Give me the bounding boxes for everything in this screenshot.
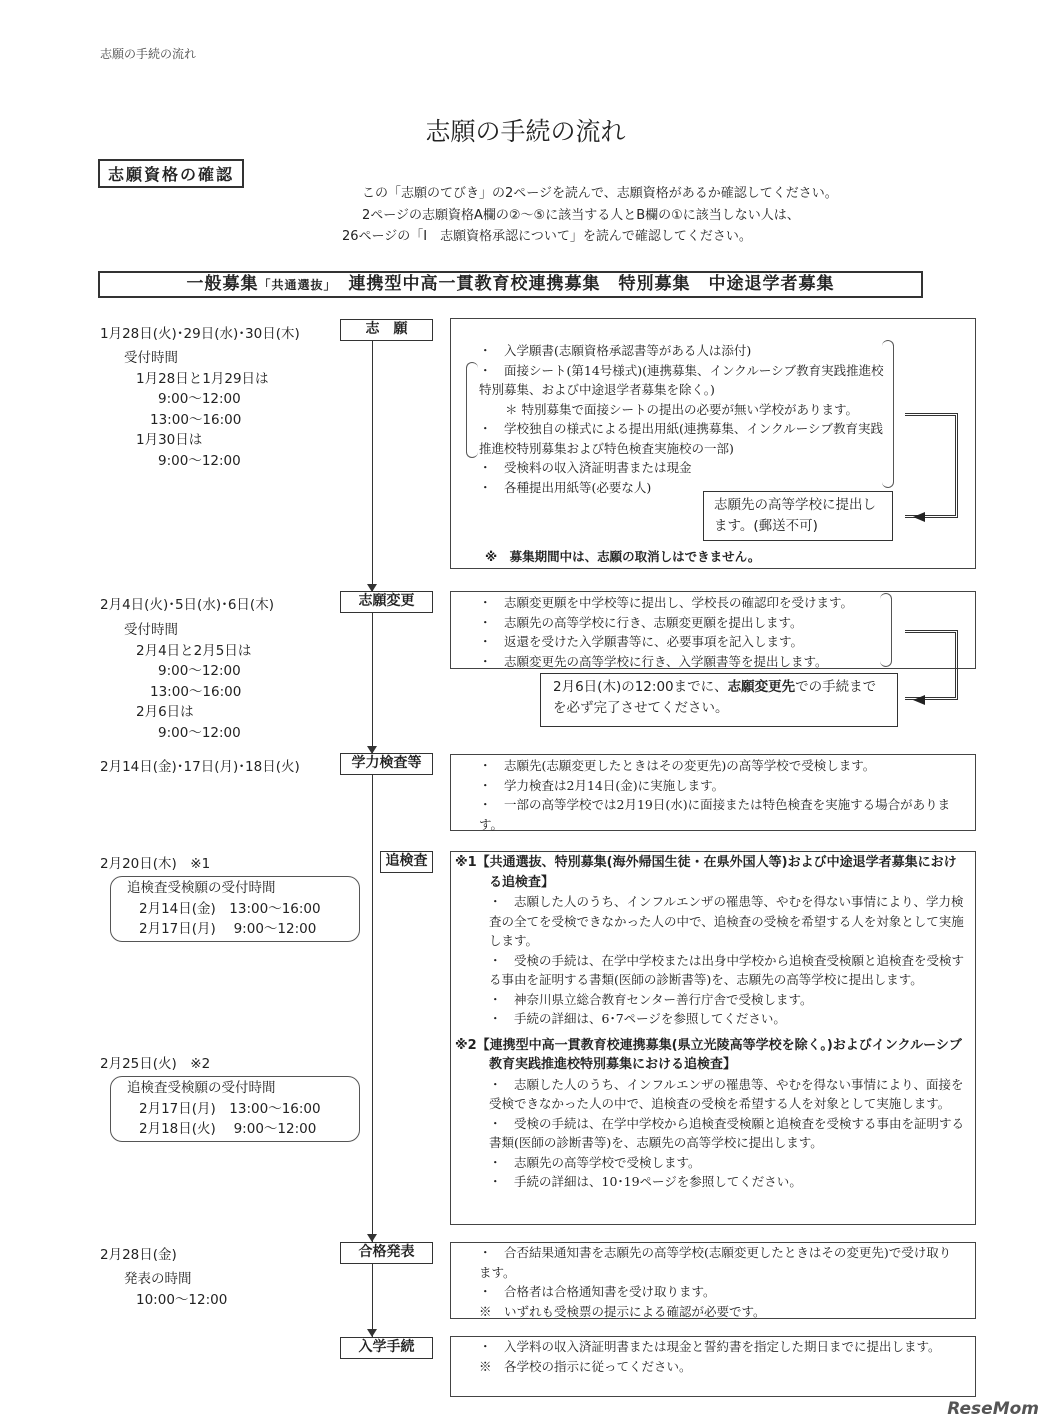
hours-line: 1月30日は [136, 432, 203, 448]
step6-details [450, 1336, 976, 1397]
banner-general: 一般募集 [186, 274, 259, 294]
item: ・ 一部の高等学校では2月19日(水)に面接または特色検査を実施する場合があります。 [479, 797, 951, 832]
running-header: 志願の手続の流れ [100, 47, 197, 61]
item: ・ 受検料の収入済証明書または現金 [479, 460, 692, 475]
item: ※ 各学校の指示に従ってください。 [479, 1358, 692, 1374]
hours-line: 13:00～16:00 [150, 683, 242, 700]
hours-label: 発表の時間 [124, 1271, 192, 1287]
note2-title: ※2【連携型中高一貫教育校連携募集(県立光陵高等学校を除く。)およびインクルーシブ教育実践推進校特別募集における追検査】 [455, 1037, 962, 1072]
callout-emphasis: 志願変更先 [727, 679, 796, 695]
arrow-down-icon [367, 1329, 377, 1337]
item: ・ 返還を受けた入学願書等に、必要事項を記入します。 [479, 634, 804, 649]
eligibility-line: この「志願のてびき」の2ページを読んで、志願資格があるか確認してください。 [362, 186, 838, 201]
item: ・ 各種提出用紙等(必要な人) [479, 479, 652, 495]
hours-line: 9:00～12:00 [158, 724, 241, 741]
step2-hours [100, 620, 251, 743]
step-label-makeup: 追検査 [380, 851, 433, 873]
makeup-hours-1 [110, 876, 360, 942]
step1-hours [100, 348, 269, 471]
hours-label: 追検査受検願の受付時間 [127, 1080, 276, 1096]
arrow-left-icon [913, 512, 925, 522]
hours-line: 1月28日と1月29日は [136, 370, 269, 387]
step-label-change: 志願変更 [340, 591, 433, 613]
banner-others: 連携型中高一貫教育校連携募集 特別募集 中途退学者募集 [348, 274, 835, 294]
hours-line: 13:00～16:00 [150, 411, 242, 428]
hours-line: 2月18日(火) 9:00～12:00 [139, 1121, 317, 1137]
step4-date2: 2月25日(火) ※2 [100, 1056, 211, 1072]
item: ・ 学力検査は2月14日(金)に実施します。 [479, 777, 725, 793]
page-title: 志願の手続の流れ [425, 117, 626, 146]
hours-line: 2月17日(月) 13:00～16:00 [139, 1100, 321, 1117]
eligibility-heading: 志願資格の確認 [98, 159, 244, 188]
bracket-right [882, 340, 894, 488]
eligibility-text [342, 183, 838, 248]
hours-label: 受付時間 [124, 622, 178, 638]
step3-date: 2月14日(金)･17日(月)･18日(火) [100, 759, 300, 775]
deadline-callout [540, 673, 898, 727]
callout-text: 2月6日(木)の12:00までに、 [553, 679, 728, 695]
step-label-application: 志 願 [340, 319, 433, 341]
step2-date: 2月4日(火)･5日(水)･6日(木) [100, 597, 274, 613]
item: ・ 受検の手続は、在学中学校から追検査受検願と追検査を受検する事由を証明する書類(医師の診断書等)を、志願先の高等学校に提出します。 [489, 1115, 965, 1150]
step2-details [450, 591, 976, 669]
item: ・ 受検の手続は、在学中学校または出身中学校から追検査受検願と追検査を受検する事由を証明する書類(医師の診断書等)を、志願先の高等学校に提出します。 [489, 952, 965, 987]
arrow-left-icon [913, 695, 925, 705]
timeline-line [372, 341, 373, 1341]
bracket-right [880, 593, 892, 667]
recruitment-types-banner [98, 271, 923, 298]
item: ・ 合否結果通知書を志願先の高等学校(志願変更したときはその変更先)で受け取ります。 [479, 1245, 952, 1280]
step-label-exam: 学力検査等 [340, 753, 433, 775]
item: ・ 志願変更願を中学校等に提出し、学校長の確認印を受けます。 [479, 595, 854, 610]
hours-line: 2月17日(月) 9:00～12:00 [139, 921, 317, 937]
item: ・ 合格者は合格通知書を受け取ります。 [479, 1284, 716, 1299]
item: ・ 面接シート(第14号様式)(連携募集、インクルーシブ教育実践推進校特別募集、および中途退学者募集を除く。) [479, 362, 884, 397]
item: ・ 入学願書(志願資格承認書等がある人は添付) [479, 343, 752, 358]
hours-label: 受付時間 [124, 350, 178, 366]
item: ・ 手続の詳細は、6･7ページを参照してください。 [489, 1011, 786, 1026]
step5-date: 2月28日(金) [100, 1247, 177, 1263]
hours-line: 10:00～12:00 [136, 1291, 228, 1308]
flow-arrow-line [905, 413, 958, 518]
banner-common: 「共通選抜」 [258, 278, 331, 292]
hours-line: 2月4日と2月5日は [136, 642, 252, 659]
item: ・ 志願先の高等学校に行き、志願変更願を提出します。 [479, 614, 803, 630]
step3-details [450, 754, 976, 831]
item: ・ 志願先(志願変更したときはその変更先)の高等学校で受検します。 [479, 758, 876, 773]
bracket-left [466, 362, 478, 458]
flow-arrow-line [905, 630, 958, 700]
arrow-down-icon [367, 1234, 377, 1242]
item: ・ 手続の詳細は、10･19ページを参照してください。 [489, 1174, 802, 1189]
callout-text: での手続までを必ず完了させてください。 [553, 679, 877, 716]
hours-label: 追検査受検願の受付時間 [127, 880, 276, 896]
step-label-enrollment: 入学手続 [340, 1337, 433, 1359]
eligibility-line: 2ページの志願資格A欄の②～⑤に該当する人とB欄の①に該当しない人は、 [362, 207, 800, 223]
makeup-hours-2 [110, 1076, 360, 1142]
hours-line: 9:00～12:00 [158, 663, 241, 679]
item-note: ＊ 特別募集で面接シートの提出の必要が無い学校があります。 [505, 401, 858, 417]
step5-hours [100, 1269, 227, 1310]
step4-details [450, 851, 976, 1225]
item: ・ 志願した人のうち、インフルエンザの罹患等、やむを得ない事情により、学力検査の全てを受検できなかった人の中で、追検査の受検を希望する人を対象として実施します。 [489, 894, 964, 948]
eligibility-line: 26ページの「Ⅰ 志願資格承認について」を読んで確認してください。 [342, 229, 752, 244]
item: ・ 学校独自の様式による提出用紙(連携募集、インクルーシブ教育実践推進校特別募集および特色検査実施校の一部) [479, 421, 884, 456]
hours-line: 2月6日は [136, 704, 194, 720]
note1-title: ※1【共通選抜、特別募集(海外帰国生徒・在県外国人等)および中途退学者募集における追検査】 [455, 855, 957, 890]
item: ・ 神奈川県立総合教育センター善行庁舎で受検します。 [489, 991, 813, 1007]
item: ・ 志願先の高等学校で受検します。 [489, 1154, 701, 1170]
step-label-results: 合格発表 [340, 1242, 433, 1264]
step1-date: 1月28日(火)･29日(水)･30日(木) [100, 326, 300, 342]
hours-line: 2月14日(金) 13:00～16:00 [139, 900, 321, 917]
resemom-logo: ReseMom [947, 1399, 1039, 1419]
item: ・ 入学料の収入済証明書または現金と誓約書を指定した期日までに提出します。 [479, 1339, 941, 1354]
step4-date1: 2月20日(木) ※1 [100, 856, 211, 872]
hours-line: 9:00～12:00 [158, 452, 241, 469]
item: ・ 志願変更先の高等学校に行き、入学願書等を提出します。 [479, 653, 828, 669]
cancel-note: ※ 募集期間中は、志願の取消しはできません。 [485, 549, 761, 564]
submit-callout: 志願先の高等学校に提出します。(郵送不可) [703, 491, 893, 541]
hours-line: 9:00～12:00 [158, 391, 241, 407]
item: ※ いずれも受検票の提示による確認が必要です。 [479, 1303, 766, 1319]
step5-details [450, 1242, 976, 1319]
item: ・ 志願した人のうち、インフルエンザの罹患等、やむを得ない事情により、面接を受検できなかった人の中で、追検査の受検を希望する人を対象として実施します。 [489, 1076, 964, 1111]
